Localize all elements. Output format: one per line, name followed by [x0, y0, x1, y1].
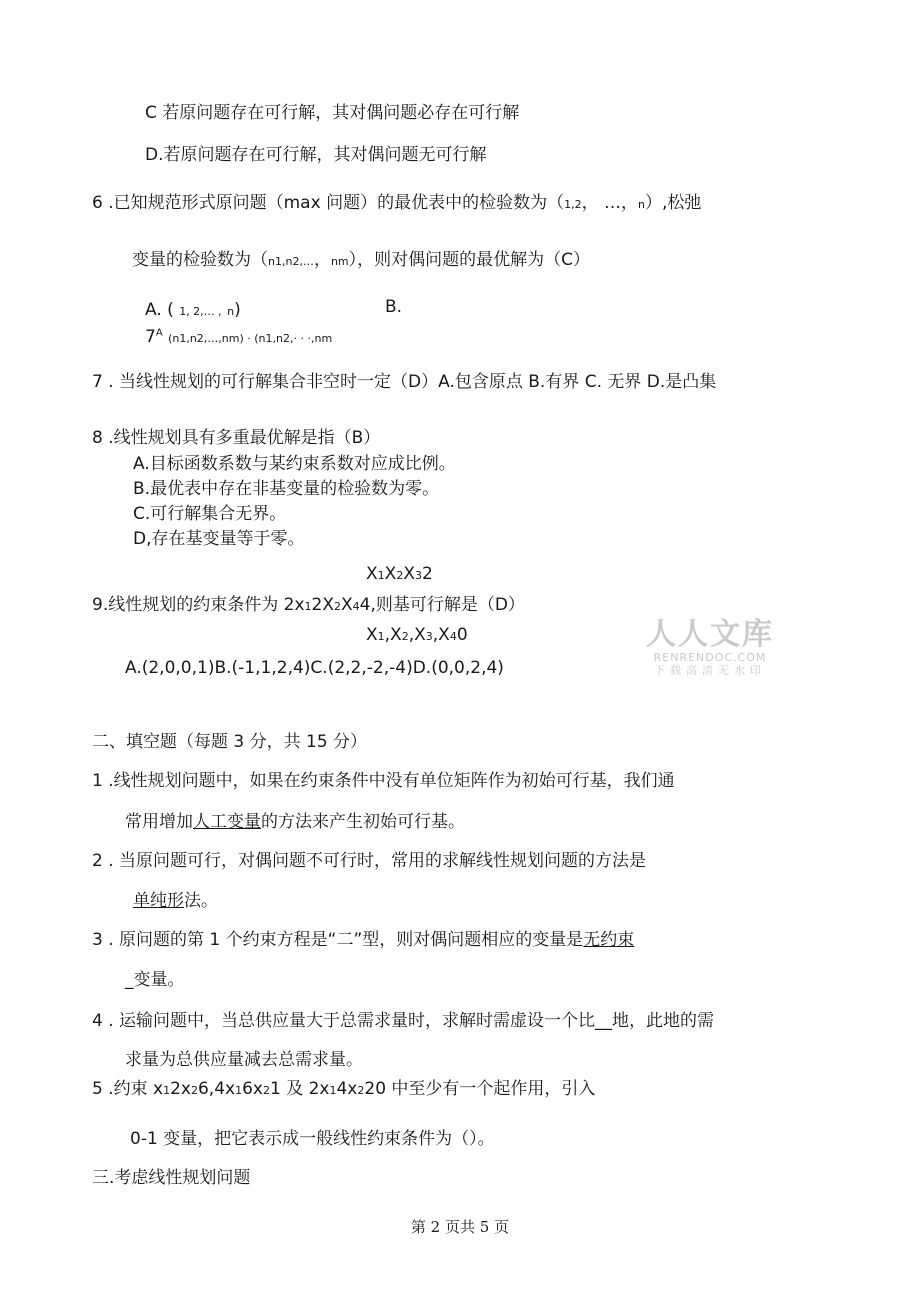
- q8-option-b: B.最优表中存在非基变量的检验数为零。: [133, 479, 440, 499]
- fill1-line1: 1 .线性规划问题中，如果在约束条件中没有单位矩阵作为初始可行基，我们通: [92, 771, 675, 791]
- watermark-url: RENRENDOC.COM: [653, 651, 767, 664]
- q8-option-c: C.可行解集合无界。: [133, 504, 287, 524]
- fill3-answer: 无约束: [583, 930, 635, 950]
- fill4-line2: 求量为总供应量减去总需求量。: [125, 1050, 363, 1070]
- fill5-line2: 0-1 变量，把它表示成一般线性约束条件为（）。: [130, 1129, 495, 1149]
- q7-text: 7 . 当线性规划的可行解集合非空时一定（D）A.包含原点 B.有界 C. 无界 D.是凸集: [92, 372, 717, 392]
- section2-heading: 二、填空题（每题 3 分，共 15 分）: [92, 732, 368, 752]
- q8-stem: 8 .线性规划具有多重最优解是指（B）: [92, 428, 381, 448]
- q6-option-row: $7^A$ (n1,n2,…,nm) · (n1,n2,· · ·,nm: [145, 327, 333, 347]
- q9-constraint-bottom: X1,X2,X3,X40: [366, 625, 468, 645]
- q6-stem-line2: 变量的检验数为（n1,n2,…，nm），则对偶问题的最优解为（C）: [132, 250, 590, 270]
- q8-option-d: D,存在基变量等于零。: [133, 529, 305, 549]
- fill2-line1: 2 . 当原问题可行，对偶问题不可行时，常用的求解线性规划问题的方法是: [92, 851, 647, 871]
- fill3-line1: 3 . 原问题的第 1 个约束方程是“二”型，则对偶问题相应的变量是无约束: [92, 930, 635, 950]
- watermark-slogan: 下载高清无水印: [654, 664, 766, 678]
- q6-option-b: B.: [385, 297, 403, 317]
- section3-heading: 三.考虑线性规划问题: [92, 1168, 251, 1188]
- fill4-line1: 4 . 运输问题中，当总供应量大于总需求量时，求解时需虚设一个比__地，此地的需: [92, 1011, 715, 1031]
- fill1-line2: 常用增加人工变量的方法来产生初始可行基。: [125, 812, 465, 832]
- q9-stem: 9.线性规划的约束条件为 2x12X2X44,则基可行解是（D）: [92, 595, 525, 615]
- q9-options: A.(2,0,0,1)B.(-1,1,2,4)C.(2,2,-2,-4)D.(0,0,2,4): [125, 658, 504, 678]
- q6-option-a: A. ( 1, 2,… , n): [145, 300, 241, 320]
- fill3-line2: _变量。: [125, 970, 185, 990]
- fill2-answer: 单纯形: [133, 891, 184, 911]
- watermark-logo: [640, 618, 780, 677]
- fill1-answer: 人工变量: [193, 812, 261, 832]
- q6-stem-line1: 6 .已知规范形式原问题（max 问题）的最优表中的检验数为（1,2， …，n）,松弛: [92, 193, 702, 213]
- q5-option-c: C 若原问题存在可行解，其对偶问题必存在可行解: [145, 103, 520, 123]
- q9-constraint-top: X1X2X32: [366, 564, 433, 584]
- q5-option-d: D.若原问题存在可行解，其对偶问题无可行解: [145, 145, 487, 165]
- fill2-line2: 单纯形法。: [133, 891, 218, 911]
- page-footer: 第 2 页共 5 页: [410, 1218, 510, 1236]
- fill5-line1: 5 .约束 x12x26,4x16x21 及 2x14x220 中至少有一个起作用，引入: [92, 1079, 596, 1099]
- q8-option-a: A.目标函数系数与某约束系数对应成比例。: [133, 454, 456, 474]
- watermark-title: 人人文库: [646, 617, 774, 652]
